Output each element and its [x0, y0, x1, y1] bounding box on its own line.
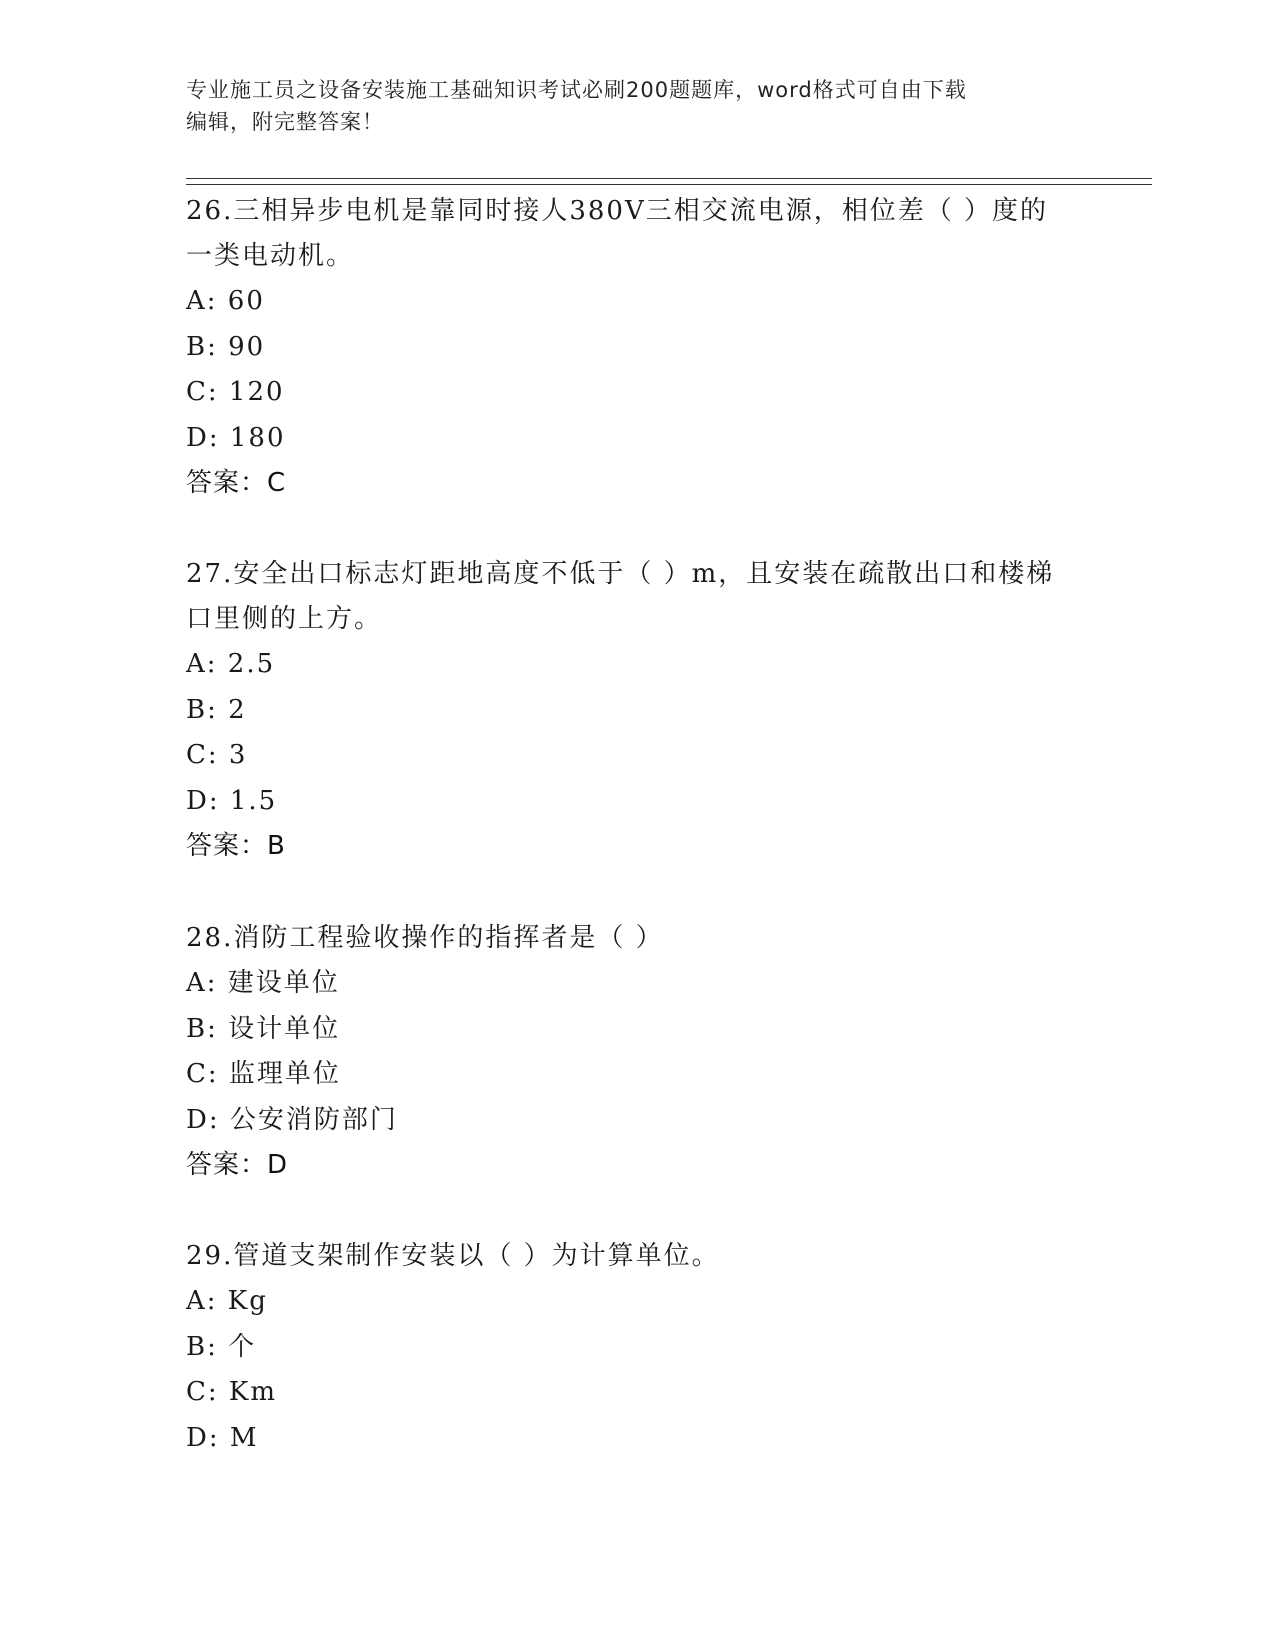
answer: 答案：C [186, 468, 287, 498]
option-b: B: 2 [186, 694, 247, 725]
question-stem: 29.管道支架制作安装以（ ）为计算单位。 [186, 1241, 720, 1271]
option-c: C: 3 [186, 740, 248, 770]
header-divider-top [186, 178, 1152, 179]
document-header [186, 74, 1086, 138]
question-28 [186, 916, 1086, 1187]
option-a: A: Kg [186, 1286, 268, 1316]
option-b: B: 个 [186, 1331, 257, 1362]
option-d: D: 公安消防部门 [186, 1104, 398, 1135]
option-d: D: M [186, 1422, 259, 1453]
option-a: A: 2.5 [186, 649, 276, 679]
option-c: C: 监理单位 [186, 1059, 341, 1089]
option-a: A: 建设单位 [186, 968, 340, 998]
question-stem-continued: 口里侧的上方。 [186, 604, 383, 634]
question-stem: 28.消防工程验收操作的指挥者是（ ） [186, 923, 664, 953]
question-stem-continued: 一类电动机。 [186, 241, 355, 271]
option-b: B: 设计单位 [186, 1013, 341, 1044]
option-a: A: 60 [186, 286, 265, 316]
option-c: C: 120 [186, 377, 285, 407]
question-stem: 27.安全出口标志灯距地高度不低于（ ）m，且安装在疏散出口和楼梯 [186, 559, 1055, 589]
option-c: C: Km [186, 1377, 277, 1407]
option-b: B: 90 [186, 331, 266, 362]
question-26 [186, 189, 1086, 505]
header-line-1: 专业施工员之设备安装施工基础知识考试必刷200题题库，word格式可自由下载 [186, 78, 967, 102]
question-29 [186, 1234, 1086, 1461]
header-divider-bottom [186, 184, 1152, 185]
option-d: D: 1.5 [186, 785, 278, 816]
option-d: D: 180 [186, 422, 286, 453]
question-27 [186, 552, 1086, 868]
question-stem: 26.三相异步电机是靠同时接人380V三相交流电源，相位差（ ）度的 [186, 196, 1049, 226]
header-line-2: 编辑，附完整答案！ [186, 110, 384, 134]
answer: 答案：D [186, 1150, 289, 1180]
answer: 答案：B [186, 831, 286, 861]
